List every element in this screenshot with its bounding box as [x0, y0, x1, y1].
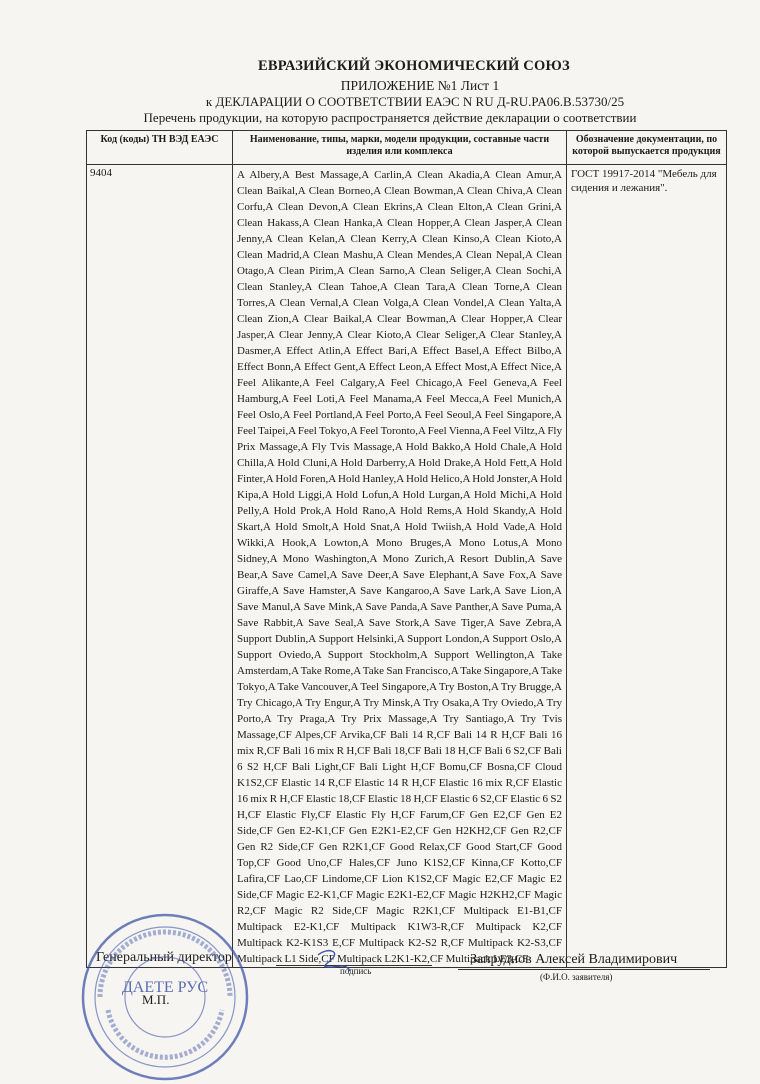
seal-label: М.П.	[142, 992, 170, 1007]
signature-label: подпись	[340, 966, 372, 976]
product-names-cell	[233, 165, 567, 968]
appendix-title: ПРИЛОЖЕНИЕ №1 Лист 1	[340, 78, 500, 93]
signer-name: Запруднов Алексей Владимирович	[470, 952, 678, 967]
organization-title: ЕВРАЗИЙСКИЙ ЭКОНОМИЧЕСКИЙ СОЮЗ	[258, 58, 570, 74]
name-label: (Ф.И.О. заявителя)	[540, 972, 613, 982]
standard-cell: ГОСТ 19917-2014 "Мебель для сидения и лежания".	[567, 165, 727, 968]
product-table	[86, 130, 727, 968]
product-names-text: A Albery,A Best Massage,A Carlin,A Clean Akadia,A Clean Amur,A Clean Baikal,A Clean Borneo,A Clean Bowman,A Clean Chiva,A Clean Corfu,A Clean Devon,A Clean Ekrins,A Clean Elton,A Clean Grini,A Clean Hakass,A Clean Hanka,A Clean Hopper,A Clean Jasper,A Clean Jenny,A Clean Kelan,A Clean Kerry,A Clean Kinso,A Clean Kioto,A Clean Madrid,A Clean Mashu,A Clean Mendes,A Clean Nepal,A Clean Otago,A Clean Pirim,A Clean Sarno,A Clean Seliger,A Clean Sochi,A Clean Stanley,A Clean Tahoe,A Clean Tara,A Clean Torne,A Clean Torres,A Clean Vernal,A Clean Volga,A Clean Vondel,A Clean Yalta,A Clean Zion,A Clear Baikal,A Clear Bowman,A Clear Hopper,A Clear Jasper,A Clear Jenny,A Clear Kioto,A Clear Seliger,A Clear Stanley,A Dasmer,A Effect Atlin,A Effect Bari,A Effect Basel,A Effect Bilbo,A Effect Bonn,A Effect Gent,A Effect Leon,A Effect Most,A Effect Nice,A Feel Alikante,A Feel Calgary,A Feel Chicago,A Feel Geneva,A Feel Hamburg,A Feel Loti,A Feel Manama,A Feel Mecca,A Feel Munich,A Feel Oslo,A Feel Portland,A Feel Porto,A Feel Seoul,A Feel Singapore,A Feel Taipei,A Feel Tokyo,A Feel Toronto,A Feel Vienna,A Feel Viltz,A Fly Prix Massage,A Fly Tvis Massage,A Hold Bakko,A Hold Chale,A Hold Chilla,A Hold Cluni,A Hold Darberry,A Hold Drake,A Hold Fett,A Hold Finter,A Hold Foren,A Hold Hanley,A Hold Helico,A Hold Jonster,A Hold Kipa,A Hold Liggi,A Hold Lofun,A Hold Lurgan,A Hold Michi,A Hold Pelly,A Hold Prok,A Hold Rano,A Hold Rems,A Hold Skandy,A Hold Skart,A Hold Smolt,A Hold Snat,A Hold Twiish,A Hold Vade,A Hold Wikki,A Hook,A Lowton,A Mono Bruges,A Mono Lotus,A Mono Sidney,A Mono Washington,A Mono Zurich,A Resort Dublin,A Save Bear,A Save Camel,A Save Deer,A Save Elephant,A Save Fox,A Save Giraffe,A Save Hamster,A Save Kangaroo,A Save Lark,A Save Lion,A Save Manul,A Save Mink,A Save Panda,A Save Panther,A Save Puma,A Save Rabbit,A Save Seal,A Save Stork,A Save Tiger,A Save Zebra,A Support Dublin,A Support Helsinki,A Support London,A Support Oslo,A Support Oviedo,A Support Stockholm,A Support Wellington,A Take Amsterdam,A Take Rome,A Take San Francisco,A Take Singapore,A Take Tokyo,A Take Vancouver,A Teel Singapore,A Try Boston,A Try Brugge,A Try Chicago,A Try Engur,A Try Minsk,A Try Osaka,A Try Oviedo,A Try Porto,A Try Praga,A Try Prix Massage,A Try Santiago,A Try Tvis Massage,CF Alpes,CF Arvika,CF Bali 14 R,CF Bali 14 R H,CF Bali 16 mix R,CF Bali 16 mix R H,CF Bali 18,CF Bali 18 H,CF Bali 6 S2,CF Bali 6 S2 H,CF Bali Light,CF Bali Light H,CF Bomu,CF Bosna,CF Cloud K1S2,CF Elastic 14 R,CF Elastic 14 R H,CF Elastic 16 mix R,CF Elastic 16 mix R H,CF Elastic 18,CF Elastic 18 H,CF Elastic 6 S2,CF Elastic 6 S2 H,CF Elastic Fly,CF Elastic Fly H,CF Farum,CF Gen E2,CF Gen E2 Side,CF Gen E2-K1,CF Gen E2K1-E2,CF Gen H2KH2,CF Gen R2,CF Gen R2 Side,CF Gen R2K1,CF Good Relax,CF Good Start,CF Good Top,CF Good Uno,CF Hales,CF Juno K1S2,CF Kinna,CF Kotto,CF Lafira,CF Lao,CF Lindome,CF Lion K1S2,CF Magic E2,CF Magic E2 Side,CF Magic E2-K1,CF Magic E2K1-E2,CF Magic H2KH2,CF Magic R2,CF Magic R2 Side,CF Magic R2K1,CF Multipack E1-B1,CF Multipack E2-K1,CF Multipack K1W3-R,CF Multipack K2,CF Multipack K2-K1S3 E,CF Multipack K2-S2 R,CF Multipack K2-S3,CF Multipack L1 Side,CF Multipack L2K1-K2,CF Multipack LE3,CF	[237, 169, 562, 965]
column-header-names: Наименование, типы, марки, модели продукции, составные части изделия или комплекса	[233, 131, 567, 165]
declaration-number: к ДЕКЛАРАЦИИ О СООТВЕТСТВИИ ЕАЭС N RU Д-RU.PA06.B.53730/25	[205, 94, 625, 109]
column-header-docs: Обозначение документации, по которой выпускается продукция	[567, 131, 727, 165]
signer-position: Генеральный директор	[96, 950, 232, 965]
stamp-text: ДАЕТЕ РУС	[121, 979, 209, 996]
handwritten-signature	[310, 945, 360, 975]
product-list-title: Перечень продукции, на которую распространяется действие декларации о соответствии	[143, 110, 637, 125]
column-header-code: Код (коды) ТН ВЭД ЕАЭС	[87, 131, 233, 165]
name-line	[458, 969, 710, 970]
table-header-row	[87, 131, 727, 165]
hs-code-cell: 9404	[87, 165, 233, 968]
company-seal-stamp	[78, 910, 252, 1084]
table-row	[87, 165, 727, 968]
